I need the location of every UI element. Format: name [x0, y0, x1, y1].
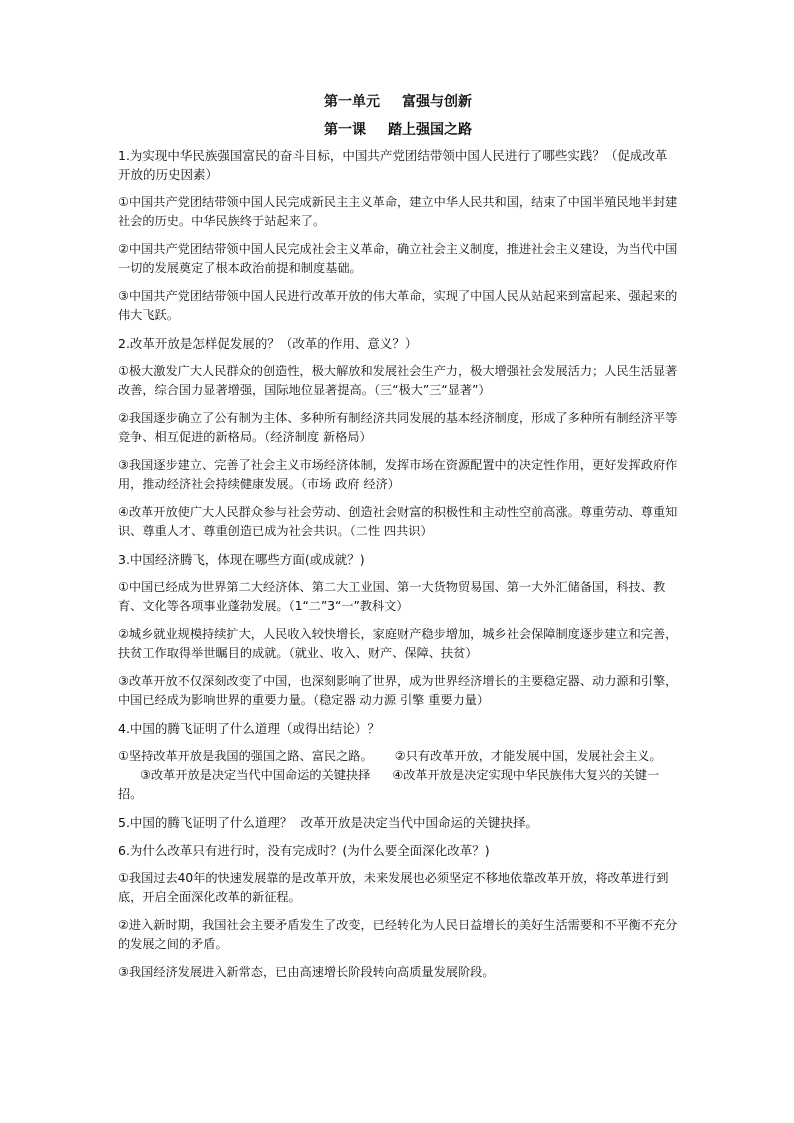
unit-label: 第一单元 [324, 94, 380, 110]
answer-2-4: ④改革开放使广大人民群众参与社会劳动、创造社会财富的积极性和主动性空前高涨。尊重劳动、尊重知识、尊重人才、尊重创造已成为社会共识。（二性 四共识） [118, 505, 678, 538]
answer-2-1: ①极大激发广大人民群众的创造性，极大解放和发展社会生产力，极大增强社会发展活力；人民生活显著改善，综合国力显著增强，国际地位显著提高。（三“极大”三“显著”） [118, 364, 678, 397]
section-5 [118, 813, 678, 832]
answer-1-1: ①中国共产党团结带领中国人民完成新民主主义革命，建立中华人民共和国，结束了中国半殖民地半封建社会的历史。中华民族终于站起来了。 [118, 195, 678, 228]
answer-3-3: ③改革开放不仅深刻改变了中国，也深刻影响了世界，成为世界经济增长的主要稳定器、动力源和引擎，中国已经成为影响世界的重要力量。（稳定器 动力源 引擎 重要力量） [118, 674, 678, 707]
answer-2-2: ②我国逐步确立了公有制为主体、多种所有制经济共同发展的基本经济制度，形成了多种所有制经济平等竞争、相互促进的新格局。（经济制度 新格局） [118, 411, 678, 444]
answer-4-3: ③改革开放是决定当代中国命运的关键抉择 [140, 768, 371, 782]
answer-4-2: ②只有改革开放，才能发展中国，发展社会主义。 [394, 749, 662, 763]
section-4 [118, 719, 678, 804]
answer-2-3: ③我国逐步建立、完善了社会主义市场经济体制，发挥市场在资源配置中的决定性作用，更好发挥政府作用，推动经济社会持续健康发展。（市场 政府 经济） [118, 458, 678, 491]
question-1: 1.为实现中华民族强国富民的奋斗目标，中国共产党团结带领中国人民进行了哪些实践？（促成改革开放的历史因素） [118, 148, 668, 182]
lesson-label: 第一课 [324, 122, 366, 138]
section-1 [118, 146, 678, 325]
question-5: 5.中国的腾飞证明了什么道理？ [118, 815, 293, 830]
unit-title [118, 92, 678, 112]
answer-6-1: ①我国过去40年的快速发展靠的是改革开放，未来发展也必须坚定不移地依靠改革开放，将改革进行到底，开启全面深化改革的新征程。 [118, 871, 669, 904]
section-2 [118, 334, 678, 541]
section-3 [118, 550, 678, 710]
document-page [118, 92, 678, 991]
lesson-title [118, 120, 678, 140]
answer-3-2: ②城乡就业规模持续扩大，人民收入较快增长，家庭财产稳步增加，城乡社会保障制度逐步建立和完善，扶贫工作取得举世瞩目的成就。（就业、收入、财产、保障、扶贫） [118, 627, 678, 660]
lesson-name: 踏上强国之路 [388, 122, 472, 138]
question-2: 2.改革开放是怎样促发展的？（改革的作用、意义？） [118, 336, 418, 351]
answer-3-1: ①中国已经成为世界第二大经济体、第二大工业国、第一大货物贸易国、第一大外汇储备国，科技、教育、文化等各项事业蓬勃发展。（1“二”3“一”教科文） [118, 580, 666, 613]
question-5-line [118, 813, 678, 832]
question-4: 4.中国的腾飞证明了什么道理（或得出结论）？ [118, 721, 380, 736]
answer-1-3: ③中国共产党团结带领中国人民进行改革开放的伟大革命，实现了中国人民从站起来到富起来、强起来的伟大飞跃。 [118, 289, 678, 322]
answer-1-2: ②中国共产党团结带领中国人民完成社会主义革命，确立社会主义制度，推进社会主义建设，为当代中国一切的发展奠定了根本政治前提和制度基础。 [118, 242, 678, 275]
question-6: 6.为什么改革只有进行时，没有完成时？(为什么要全面深化改革？) [118, 843, 490, 858]
answer-4-4: ④改革开放是决定实现中华民族伟大复兴的关键一招。 [118, 768, 660, 801]
answer-4-inline [118, 747, 678, 804]
answer-5: 改革开放是决定当代中国命运的关键抉择。 [300, 815, 538, 830]
question-3: 3.中国经济腾飞，体现在哪些方面(或成就？) [118, 552, 365, 567]
answer-6-2: ②进入新时期，我国社会主要矛盾发生了改变，已经转化为人民日益增长的美好生活需要和不平衡不充分的发展之间的矛盾。 [118, 918, 678, 951]
answer-4-1: ①坚持改革开放是我国的强国之路、富民之路。 [118, 749, 373, 763]
unit-name: 富强与创新 [402, 94, 472, 110]
section-6 [118, 841, 678, 982]
answer-6-3: ③我国经济发展进入新常态，已由高速增长阶段转向高质量发展阶段。 [118, 965, 495, 979]
